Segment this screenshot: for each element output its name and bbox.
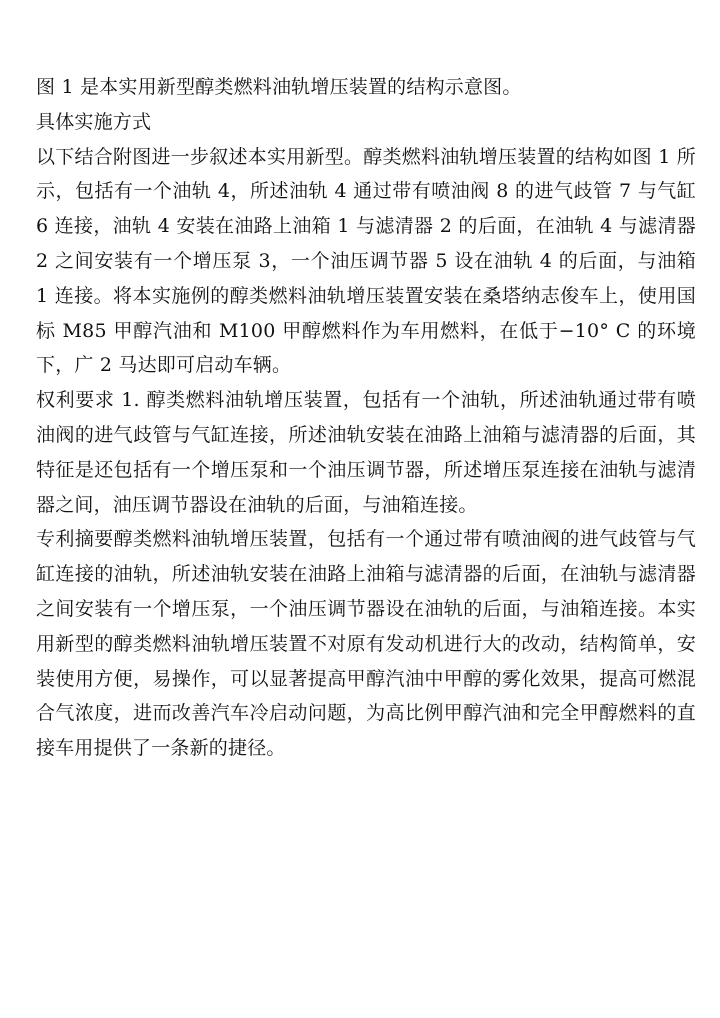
section-heading: 具体实施方式 [36,110,152,133]
figure-caption: 图 1 是本实用新型醇类燃料油轨增压装置的结构示意图。 [36,76,522,98]
document-body [36,70,696,766]
embodiment-paragraph: 以下结合附图进一步叙述本实用新型。醇类燃料油轨增压装置的结构如图 1 所示，包括有一个油轨 4，所述油轨 4 通过带有喷油阀 8 的进气歧管 7 与气缸 6 连接，油轨 4 安装在油路上油箱 1 与滤清器 2 的后面，在油轨 4 与滤清器 2 之间安装有一个增压泵 3，一个油压调节器 5 设在油轨 4 的后面，与油箱 1 连接。将本实施例的醇类燃料油轨增压装置安装在桑塔纳志俊车上，使用国标 M85 甲醇汽油和 M100 甲醇燃料作为车用燃料，在低于−10° C 的环境下，广 2 马达即可启动车辆。 [36,145,696,377]
claims-paragraph: 权利要求 1. 醇类燃料油轨增压装置，包括有一个油轨，所述油轨通过带有喷油阀的进气歧管与气缸连接，所述油轨安装在油路上油箱与滤清器的后面，其特征是还包括有一个增压泵和一个油压调节器，所述增压泵连接在油轨与滤清器之间，油压调节器设在油轨的后面，与油箱连接。 [36,389,696,516]
abstract-paragraph: 专利摘要醇类燃料油轨增压装置，包括有一个通过带有喷油阀的进气歧管与气缸连接的油轨，所述油轨安装在油路上油箱与滤清器的后面，在油轨与滤清器之间安装有一个增压泵，一个油压调节器设在油轨的后面，与油箱连接。本实用新型的醇类燃料油轨增压装置不对原有发动机进行大的改动，结构简单，安装使用方便，易操作，可以显著提高甲醇汽油中甲醇的雾化效果，提高可燃混合气浓度，进而改善汽车冷启动问题，为高比例甲醇汽油和完全甲醇燃料的直接车用提供了一条新的捷径。 [36,528,696,760]
